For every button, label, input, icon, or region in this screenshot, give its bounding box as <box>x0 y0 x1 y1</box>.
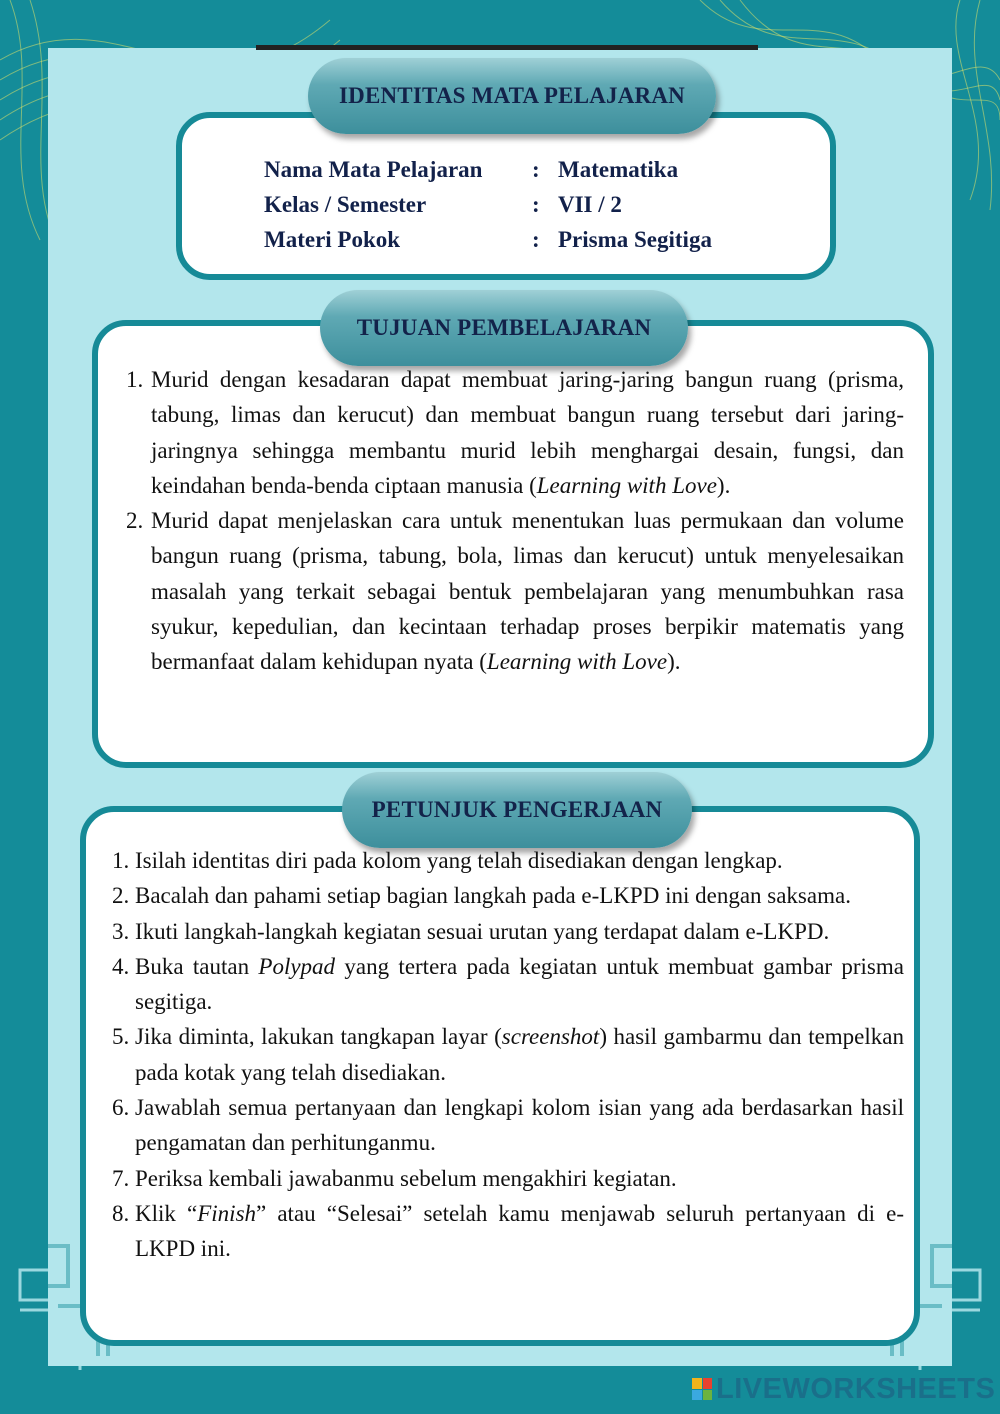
item-number: 5. <box>112 1024 130 1050</box>
item-number: 3. <box>112 918 130 944</box>
identity-label: Materi Pokok <box>264 226 401 252</box>
item-text <box>135 949 904 1020</box>
item-text-italic: Finish <box>197 1200 257 1226</box>
list-item <box>112 949 904 1020</box>
objectives-title: TUJUAN PEMBELAJARAN <box>356 315 652 340</box>
item-text <box>135 1161 904 1196</box>
identity-separator: : <box>532 226 540 252</box>
item-text <box>135 878 904 913</box>
identity-table <box>264 152 712 257</box>
item-text-italic: Polypad <box>258 953 336 979</box>
item-number: 1. <box>112 848 130 873</box>
item-text-part: Bacalah dan pahami setiap bagian langkah pada e-LKPD ini dengan saksama. <box>135 883 851 909</box>
identity-separator: : <box>532 156 540 182</box>
item-text-italic: Learning with Love <box>536 472 717 498</box>
item-text-part: Periksa kembali jawabanmu sebelum mengakhiri kegiatan. <box>135 1165 677 1191</box>
identity-row <box>264 222 712 257</box>
item-text-part: yang tertera pada kegiatan untuk membuat gambar prisma segitiga. <box>135 953 904 1015</box>
item-text-part: Jawablah semua pertanyaan dan lengkapi kolom isian yang ada berdasarkan hasil pengamatan dan perhitunganmu. <box>135 1095 904 1156</box>
top-divider <box>256 45 758 50</box>
item-number: 6. <box>112 1095 130 1121</box>
item-number: 7. <box>112 1165 130 1191</box>
liveworksheets-watermark[interactable] <box>692 1374 995 1404</box>
list-item <box>112 843 904 878</box>
item-text <box>135 1090 904 1161</box>
identity-heading <box>308 58 716 134</box>
list-item <box>112 1090 904 1161</box>
list-item <box>112 914 904 949</box>
item-number: 8. <box>112 1200 130 1226</box>
item-text-italic: screenshot <box>501 1024 600 1050</box>
item-text <box>135 1196 904 1267</box>
item-text <box>135 914 904 949</box>
item-text-part: ). <box>667 649 681 675</box>
identity-value: Prisma Segitiga <box>558 226 712 252</box>
identity-label: Kelas / Semester <box>264 191 427 217</box>
item-text-part: ) hasil gambarmu dan tempelkan pada kotak yang telah disediakan. <box>135 1024 904 1085</box>
identity-value: VII / 2 <box>558 191 622 217</box>
item-text-part: Buka tautan <box>135 953 259 979</box>
identity-value: Matematika <box>558 156 679 182</box>
list-item <box>112 1019 904 1090</box>
list-item <box>112 1161 904 1196</box>
item-text-part: ). <box>716 472 731 498</box>
identity-label: Nama Mata Pelajaran <box>264 156 483 182</box>
item-text-part: Jika diminta, lakukan tangkapan layar ( <box>135 1024 502 1050</box>
identity-row <box>264 152 712 187</box>
watermark-text: LIVEWORKSHEETS <box>716 1372 996 1405</box>
item-text <box>135 1019 904 1090</box>
item-number: 1. <box>126 367 144 392</box>
item-text <box>135 843 904 878</box>
item-text-italic: Learning with Love <box>486 649 668 675</box>
list-item <box>112 878 904 913</box>
list-item <box>126 503 904 679</box>
instructions-list <box>112 843 904 1267</box>
item-text <box>151 362 904 503</box>
identity-title: IDENTITAS MATA PELAJARAN <box>338 83 685 108</box>
item-text-part: ” atau “Selesai” setelah kamu menjawab seluruh pertanyaan di e-LKPD ini. <box>135 1200 904 1262</box>
item-text <box>151 503 904 679</box>
identity-separator: : <box>532 191 540 217</box>
item-text-part: Murid dapat menjelaskan cara untuk menentukan luas permukaan dan volume bangun ruang (prisma, tabung, bola, limas dan kerucut) untuk menyelesaikan masalah yang terkait sebagai bentuk pembelajaran yang menumbuhkan rasa syukur, kepedulian, dan kecintaan terhadap proses berpikir matematis yang bermanfaat dalam kehidupan nyata ( <box>151 508 904 675</box>
item-number: 2. <box>112 883 130 909</box>
item-text-part: Ikuti langkah-langkah kegiatan sesuai urutan yang terdapat dalam e-LKPD. <box>135 918 830 944</box>
list-item <box>112 1196 904 1267</box>
list-item <box>126 362 904 503</box>
objectives-list <box>126 362 904 680</box>
liveworksheets-logo-icon <box>692 1378 712 1400</box>
instructions-title: PETUNJUK PENGERJAAN <box>371 797 663 822</box>
instructions-heading <box>342 772 692 848</box>
item-number: 4. <box>112 953 130 979</box>
item-text-part: Klik “ <box>135 1200 198 1226</box>
identity-row <box>264 187 712 222</box>
item-number: 2. <box>126 508 144 534</box>
item-text-part: Isilah identitas diri pada kolom yang telah disediakan dengan lengkap. <box>135 848 783 873</box>
objectives-heading <box>320 290 688 366</box>
item-text-part: Murid dengan kesadaran dapat membuat jaring-jaring bangun ruang (prisma, tabung, limas dan kerucut) dan membuat bangun ruang tersebut dari jaring-jaringnya sehingga membantu murid lebih menghargai desain, fungsi, dan keindahan benda-benda ciptaan manusia ( <box>151 367 904 498</box>
